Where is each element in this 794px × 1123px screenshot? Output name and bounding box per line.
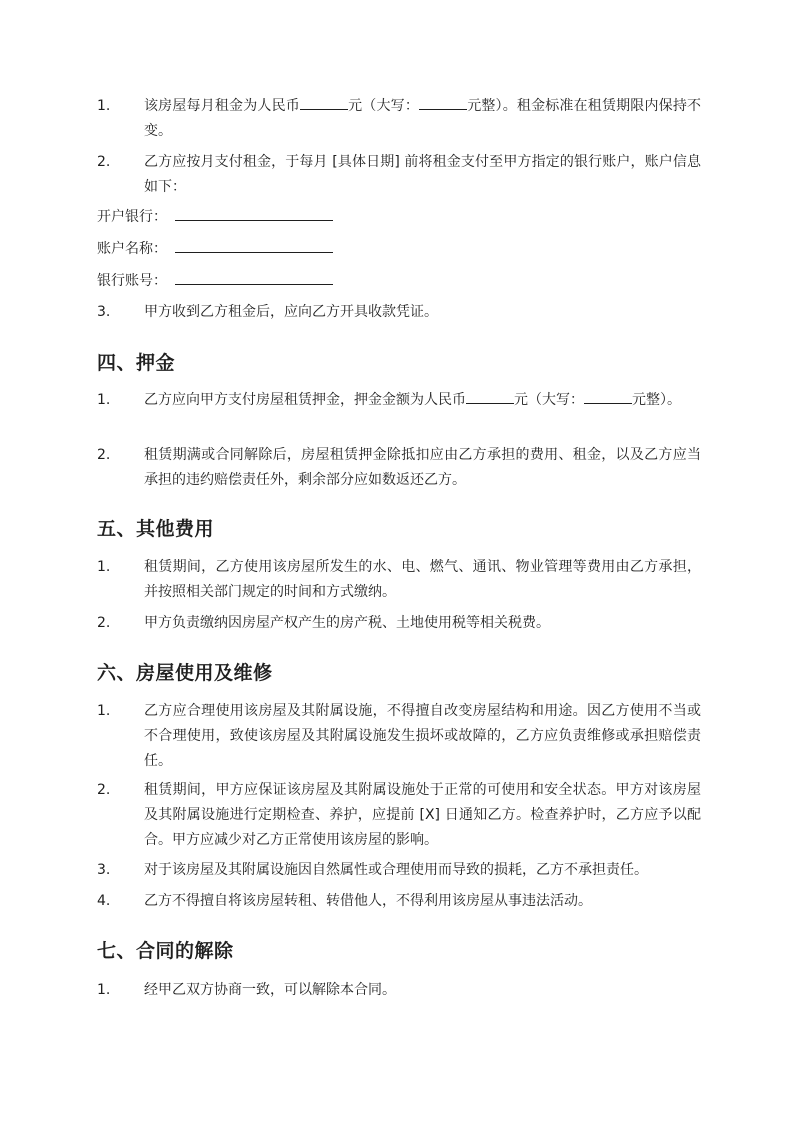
fill-line bbox=[175, 236, 333, 253]
section-heading-deposit: 四、押金 bbox=[97, 352, 176, 374]
item-number: 2. bbox=[97, 154, 111, 170]
amount-blank bbox=[466, 389, 514, 404]
item-text bbox=[144, 388, 701, 413]
rent-item-1 bbox=[97, 94, 701, 144]
item-number: 1. bbox=[97, 98, 111, 114]
text-segment: 该房屋每月租金为人民币 bbox=[144, 98, 300, 114]
item-text bbox=[144, 94, 701, 144]
item-text: 租赁期满或合同解除后，房屋租赁押金除抵扣应由乙方承担的费用、租金，以及乙方应当承担的违约赔偿责任外，剩余部分应如数返还乙方。 bbox=[144, 447, 701, 488]
rent-item-3 bbox=[97, 300, 701, 325]
item-number: 1. bbox=[97, 982, 111, 998]
account-field-number bbox=[97, 268, 397, 294]
amount-uppercase-blank bbox=[584, 389, 632, 404]
text-segment: 元整）。租金标准在租赁期限内保持不变。 bbox=[144, 98, 702, 139]
field-label: 账户名称： bbox=[97, 241, 167, 257]
item-number: 2. bbox=[97, 782, 111, 798]
item-number: 1. bbox=[97, 392, 111, 408]
usage-item-1 bbox=[97, 699, 701, 774]
text-segment: 乙方应向甲方支付房屋租赁押金，押金金额为人民币 bbox=[144, 392, 466, 408]
item-number: 4. bbox=[97, 893, 111, 909]
item-text: 甲方收到乙方租金后，应向乙方开具收款凭证。 bbox=[144, 304, 438, 320]
other-fees-item-1 bbox=[97, 555, 701, 605]
section-heading-termination: 七、合同的解除 bbox=[97, 940, 234, 962]
field-label: 开户银行： bbox=[97, 209, 167, 225]
usage-item-3 bbox=[97, 858, 701, 883]
section-heading-other-fees: 五、其他费用 bbox=[97, 518, 215, 540]
item-text: 乙方应合理使用该房屋及其附属设施，不得擅自改变房屋结构和用途。因乙方使用不当或不合理使用，致使该房屋及其附属设施发生损坏或故障的，乙方应负责维修或承担赔偿责任。 bbox=[144, 703, 701, 769]
termination-item-1 bbox=[97, 978, 701, 1003]
other-fees-item-2 bbox=[97, 611, 701, 636]
item-text: 经甲乙双方协商一致，可以解除本合同。 bbox=[144, 982, 396, 998]
fill-line bbox=[175, 204, 333, 221]
item-text: 租赁期间，乙方使用该房屋所发生的水、电、燃气、通讯、物业管理等费用由乙方承担，并按照相关部门规定的时间和方式缴纳。 bbox=[144, 559, 701, 600]
deposit-item-1 bbox=[97, 388, 701, 413]
item-text: 租赁期间，甲方应保证该房屋及其附属设施处于正常的可使用和安全状态。甲方对该房屋及其附属设施进行定期检查、养护，应提前 [X] 日通知乙方。检查养护时，乙方应予以配合。甲方应减少对乙方正常使用该房屋的影响。 bbox=[144, 782, 701, 848]
rent-item-2 bbox=[97, 150, 701, 200]
item-number: 3. bbox=[97, 862, 111, 878]
deposit-item-2 bbox=[97, 443, 701, 493]
usage-item-4 bbox=[97, 889, 701, 914]
account-field-name bbox=[97, 236, 397, 262]
item-number: 2. bbox=[97, 447, 111, 463]
text-segment: 元（大写： bbox=[514, 392, 584, 408]
item-number: 1. bbox=[97, 703, 111, 719]
item-number: 2. bbox=[97, 615, 111, 631]
section-heading-usage: 六、房屋使用及维修 bbox=[97, 662, 273, 684]
item-text: 乙方应按月支付租金，于每月 [具体日期] 前将租金支付至甲方指定的银行账户，账户信息如下： bbox=[144, 154, 701, 195]
usage-item-2 bbox=[97, 778, 701, 853]
amount-blank bbox=[300, 95, 348, 110]
item-text: 对于该房屋及其附属设施因自然属性或合理使用而导致的损耗，乙方不承担责任。 bbox=[144, 862, 648, 878]
amount-uppercase-blank bbox=[419, 95, 467, 110]
fill-line bbox=[175, 268, 333, 285]
item-number: 3. bbox=[97, 304, 111, 320]
text-segment: 元整）。 bbox=[632, 392, 681, 408]
item-number: 1. bbox=[97, 559, 111, 575]
account-field-bank bbox=[97, 204, 397, 230]
text-segment: 元（大写： bbox=[347, 98, 420, 114]
item-text: 甲方负责缴纳因房屋产权产生的房产税、土地使用税等相关税费。 bbox=[144, 615, 550, 631]
item-text: 乙方不得擅自将该房屋转租、转借他人，不得利用该房屋从事违法活动。 bbox=[144, 893, 592, 909]
field-label: 银行账号： bbox=[97, 273, 167, 289]
